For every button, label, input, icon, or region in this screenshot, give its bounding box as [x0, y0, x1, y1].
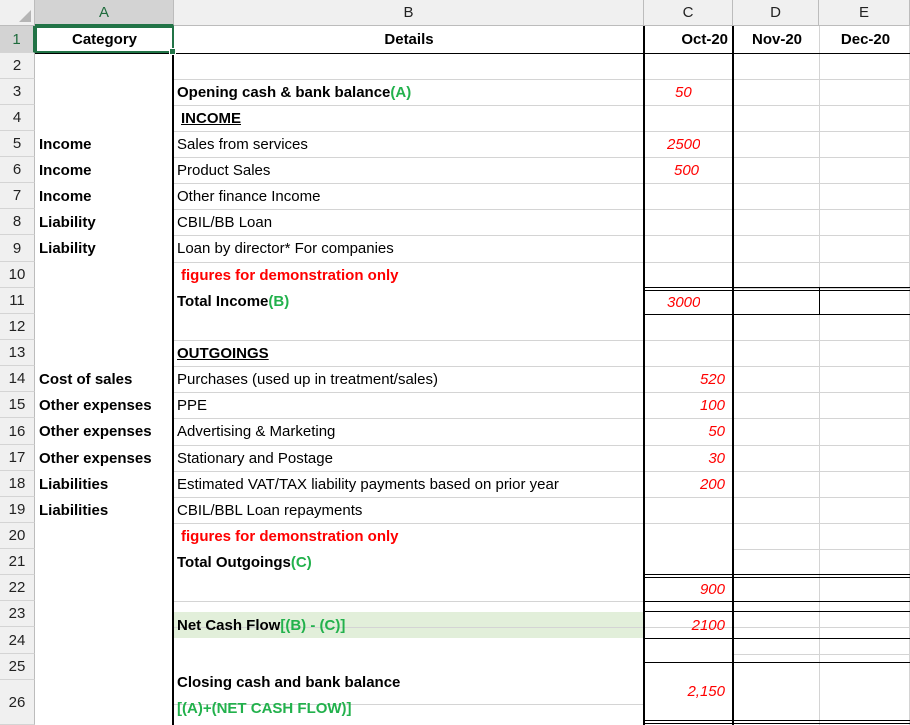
cell-c1-oct-header[interactable]: Oct-20	[681, 31, 728, 48]
row-header[interactable]: 11	[0, 288, 35, 314]
select-all-icon	[19, 10, 31, 22]
cell-c16-value[interactable]: 50	[708, 423, 725, 440]
cell-c18-value[interactable]: 200	[699, 475, 725, 493]
cell-a8-category[interactable]: Liability	[39, 213, 96, 231]
opening-ref: (A)	[390, 83, 412, 101]
cell-b10-demo-note[interactable]: figures for demonstration only	[181, 266, 399, 284]
total-outgoings-ref: (C)	[290, 553, 312, 571]
cell-b7-detail[interactable]: Other finance Income	[177, 187, 321, 205]
cell-c5-value[interactable]: 2500	[667, 135, 701, 153]
cell-c21-value[interactable]: 900	[699, 581, 725, 598]
cell-c25-value[interactable]: 2,150	[687, 683, 725, 700]
row-header[interactable]: 16	[0, 418, 35, 445]
cell-c17-value[interactable]: 30	[708, 449, 725, 467]
cell-b13-outgoings-heading[interactable]: OUTGOINGS	[177, 344, 269, 362]
row-header[interactable]: 2	[0, 53, 35, 79]
net-cash-flow-label: Net Cash Flow	[177, 616, 281, 634]
cell-a17-category[interactable]: Other expenses	[39, 449, 152, 467]
cell-b17-detail[interactable]: Stationary and Postage	[177, 449, 333, 467]
column-header-c[interactable]: C	[644, 0, 733, 26]
row-header[interactable]: 6	[0, 157, 35, 183]
cell-a15-category[interactable]: Other expenses	[39, 396, 152, 414]
cell-b3-opening-balance[interactable]	[177, 79, 411, 105]
cell-a9-category[interactable]: Liability	[39, 240, 96, 257]
row-header[interactable]: 3	[0, 79, 35, 105]
row-header[interactable]: 14	[0, 366, 35, 392]
cell-c6-value[interactable]: 500	[674, 161, 700, 179]
cell-d1-nov-header[interactable]: Nov-20	[751, 31, 803, 48]
row-header[interactable]: 26	[0, 680, 35, 725]
row-header[interactable]: 18	[0, 471, 35, 497]
row-header[interactable]: 1	[0, 26, 35, 53]
net-cash-flow-ref: [(B) - (C)]	[280, 616, 346, 634]
cell-a14-category[interactable]: Cost of sales	[39, 370, 133, 388]
cell-b18-detail[interactable]: Estimated VAT/TAX liability payments based on prior year	[177, 475, 559, 493]
row-header[interactable]: 20	[0, 523, 35, 549]
cell-b15-detail[interactable]: PPE	[177, 396, 208, 414]
cell-a16-category[interactable]: Other expenses	[39, 423, 152, 440]
row-header[interactable]: 8	[0, 209, 35, 235]
total-outgoings-label: Total Outgoings	[177, 553, 291, 571]
row-header[interactable]: 15	[0, 392, 35, 418]
total-income-ref: (B)	[268, 292, 290, 310]
row-header[interactable]: 10	[0, 262, 35, 288]
cell-b4-income-heading[interactable]: INCOME	[181, 109, 241, 127]
cell-b11-total-income[interactable]	[177, 288, 289, 314]
cell-b5-detail[interactable]: Sales from services	[177, 135, 308, 153]
cell-b1-details-header[interactable]: Details	[384, 31, 434, 48]
select-all-corner[interactable]	[0, 0, 35, 26]
cell-b8-detail[interactable]: CBIL/BB Loan	[177, 213, 273, 231]
cell-c3-value[interactable]: 50	[675, 83, 692, 101]
row-header[interactable]: 19	[0, 497, 35, 523]
row-header[interactable]: 7	[0, 183, 35, 209]
cell-a1-category-header[interactable]: Category	[71, 31, 138, 48]
cell-a19-category[interactable]: Liabilities	[39, 501, 109, 519]
cell-b14-detail[interactable]: Purchases (used up in treatment/sales)	[177, 370, 438, 388]
row-header[interactable]: 22	[0, 575, 35, 601]
row-header[interactable]: 4	[0, 105, 35, 131]
cell-c11-value[interactable]: 3000	[667, 294, 701, 311]
cell-a18-category[interactable]: Liabilities	[39, 475, 109, 493]
cell-b9-detail[interactable]: Loan by director* For companies	[177, 240, 394, 257]
cell-b26-closing-formula[interactable]: [(A)+(NET CASH FLOW)]	[177, 699, 352, 717]
row-header[interactable]: 23	[0, 601, 35, 627]
row-header[interactable]: 21	[0, 549, 35, 575]
cell-c23-value[interactable]: 2100	[691, 616, 725, 634]
row-header[interactable]: 12	[0, 314, 35, 340]
cell-b16-detail[interactable]: Advertising & Marketing	[177, 423, 336, 440]
row-header[interactable]: 17	[0, 445, 35, 471]
opening-label: Opening cash & bank balance	[177, 83, 391, 101]
row-header[interactable]: 9	[0, 235, 35, 262]
row-header[interactable]: 25	[0, 654, 35, 680]
cell-b20-demo-note[interactable]: figures for demonstration only	[181, 527, 399, 545]
column-header-a[interactable]: A	[35, 0, 174, 26]
cell-b25-closing-balance[interactable]: Closing cash and bank balance	[177, 673, 401, 691]
cell-c14-value[interactable]: 520	[699, 370, 725, 388]
cell-b19-detail[interactable]: CBIL/BBL Loan repayments	[177, 501, 363, 519]
cell-a7-category[interactable]: Income	[39, 187, 92, 205]
cell-e1-dec-header[interactable]: Dec-20	[840, 31, 891, 48]
cell-a5-category[interactable]: Income	[39, 135, 92, 153]
cell-a6-category[interactable]: Income	[39, 161, 92, 179]
row-header[interactable]: 13	[0, 340, 35, 366]
column-header-b[interactable]: B	[174, 0, 644, 26]
total-income-label: Total Income	[177, 292, 269, 310]
row-header[interactable]: 5	[0, 131, 35, 157]
cell-b23-net-cash-flow[interactable]	[177, 612, 345, 638]
row-header[interactable]: 24	[0, 627, 35, 654]
column-header-d[interactable]: D	[733, 0, 819, 26]
column-header-e[interactable]: E	[819, 0, 910, 26]
cell-b6-detail[interactable]: Product Sales	[177, 161, 271, 179]
cell-b21-total-outgoings[interactable]	[177, 549, 312, 575]
cell-c15-value[interactable]: 100	[699, 396, 725, 414]
